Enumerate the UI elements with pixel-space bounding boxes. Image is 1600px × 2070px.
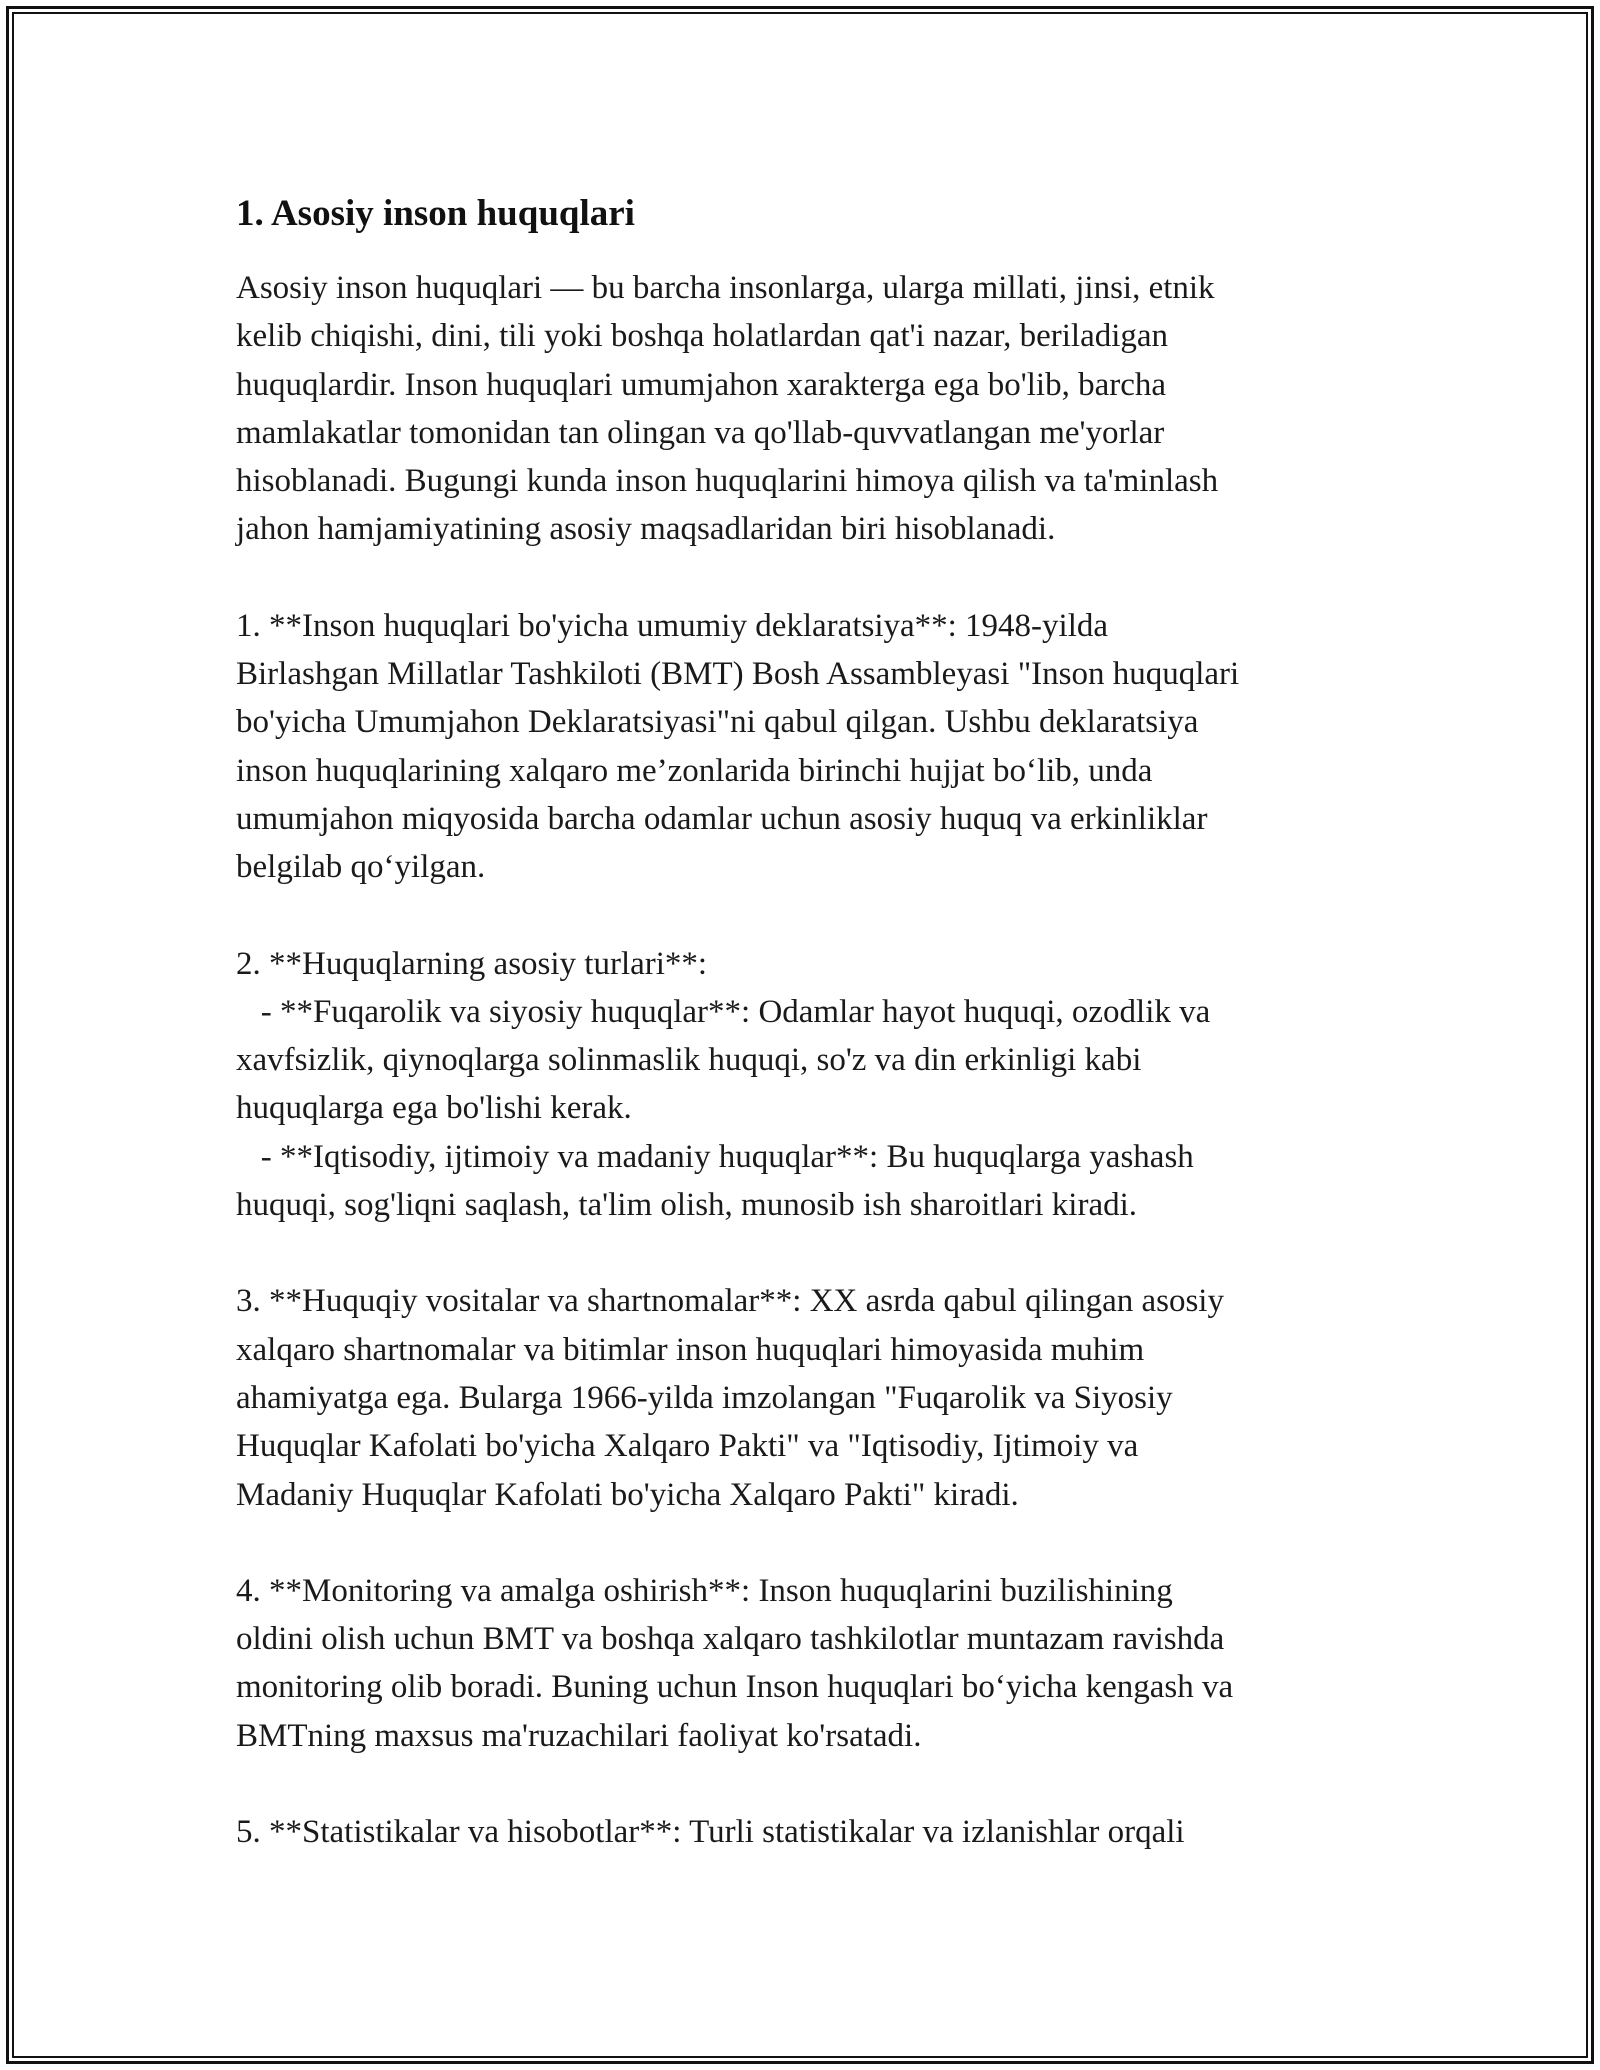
- text-line: - **Fuqarolik va siyosiy huquqlar**: Odamlar hayot huquqi, ozodlik va: [236, 993, 1211, 1030]
- text-line: mamlakatlar tomonidan tan olingan va qo'llab-quvvatlangan me'yorlar: [236, 414, 1165, 451]
- text-line: kelib chiqishi, dini, tili yoki boshqa holatlardan qat'i nazar, beriladigan: [236, 318, 1169, 355]
- text-line: inson huquqlarining xalqaro me’zonlarida birinchi hujjat bo‘lib, unda: [236, 752, 1153, 789]
- item-3-legal-instruments: [236, 1277, 1376, 1518]
- text-line: bo'yicha Umumjahon Deklaratsiyasi"ni qabul qilgan. Ushbu deklaratsiya: [236, 704, 1199, 741]
- text-line: 5. **Statistikalar va hisobotlar**: Turli statistikalar va izlanishlar orqali: [236, 1814, 1185, 1851]
- text-line: Huquqlar Kafolati bo'yicha Xalqaro Pakti" va "Iqtisodiy, Ijtimoiy va: [236, 1428, 1139, 1465]
- text-line: oldini olish uchun BMT va boshqa xalqaro tashkilotlar muntazam ravishda: [236, 1621, 1225, 1658]
- text-line: BMTning maxsus ma'ruzachilari faoliyat ko'rsatadi.: [236, 1717, 922, 1754]
- text-line: huquqlardir. Inson huquqlari umumjahon xarakterga ega bo'lib, barcha: [236, 366, 1166, 403]
- text-line: 2. **Huquqlarning asosiy turlari**:: [236, 945, 708, 982]
- section-heading: 1. Asosiy inson huquqlari: [236, 193, 635, 234]
- text-line: Madaniy Huquqlar Kafolati bo'yicha Xalqaro Pakti" kiradi.: [236, 1476, 1019, 1513]
- document-body: [236, 186, 1376, 1904]
- text-line: huquqi, sog'liqni saqlash, ta'lim olish, munosib ish sharoitlari kiradi.: [236, 1187, 1138, 1224]
- text-line: jahon hamjamiyatining asosiy maqsadlaridan biri hisoblanadi.: [236, 511, 1056, 548]
- text-line: Birlashgan Millatlar Tashkiloti (BMT) Bosh Assambleyasi "Inson huquqlari: [236, 656, 1240, 693]
- text-line: 1. **Inson huquqlari bo'yicha umumiy deklaratsiya**: 1948-yilda: [236, 607, 1109, 644]
- text-line: 4. **Monitoring va amalga oshirish**: Inson huquqlarini buzilishining: [236, 1572, 1173, 1609]
- item-1-declaration: [236, 602, 1376, 892]
- text-line: huquqlarga ega bo'lishi kerak.: [236, 1090, 632, 1127]
- text-line: belgilab qo‘yilgan.: [236, 849, 486, 886]
- text-line: - **Iqtisodiy, ijtimoiy va madaniy huquqlar**: Bu huquqlarga yashash: [236, 1138, 1194, 1175]
- text-line: xavfsizlik, qiynoqlarga solinmaslik huquqi, so'z va din erkinligi kabi: [236, 1042, 1142, 1079]
- text-line: umumjahon miqyosida barcha odamlar uchun asosiy huquq va erkinliklar: [236, 800, 1208, 837]
- item-2-rights-types: [236, 940, 1376, 1230]
- text-line: Asosiy inson huquqlari — bu barcha insonlarga, ularga millati, jinsi, etnik: [236, 270, 1215, 306]
- text-line: ahamiyatga ega. Bularga 1966-yilda imzolangan "Fuqarolik va Siyosiy: [236, 1379, 1173, 1416]
- item-5-statistics: [236, 1808, 1376, 1856]
- text-line: 3. **Huquqiy vositalar va shartnomalar**: XX asrda qabul qilingan asosiy: [236, 1283, 1224, 1320]
- item-4-monitoring: [236, 1567, 1376, 1760]
- text-line: xalqaro shartnomalar va bitimlar inson huquqlari himoyasida muhim: [236, 1331, 1145, 1368]
- text-line: hisoblanadi. Bugungi kunda inson huquqlarini himoya qilish va ta'minlash: [236, 463, 1219, 500]
- text-line: monitoring olib boradi. Buning uchun Inson huquqlari bo‘yicha kengash va: [236, 1669, 1234, 1706]
- intro-paragraph: [236, 264, 1376, 554]
